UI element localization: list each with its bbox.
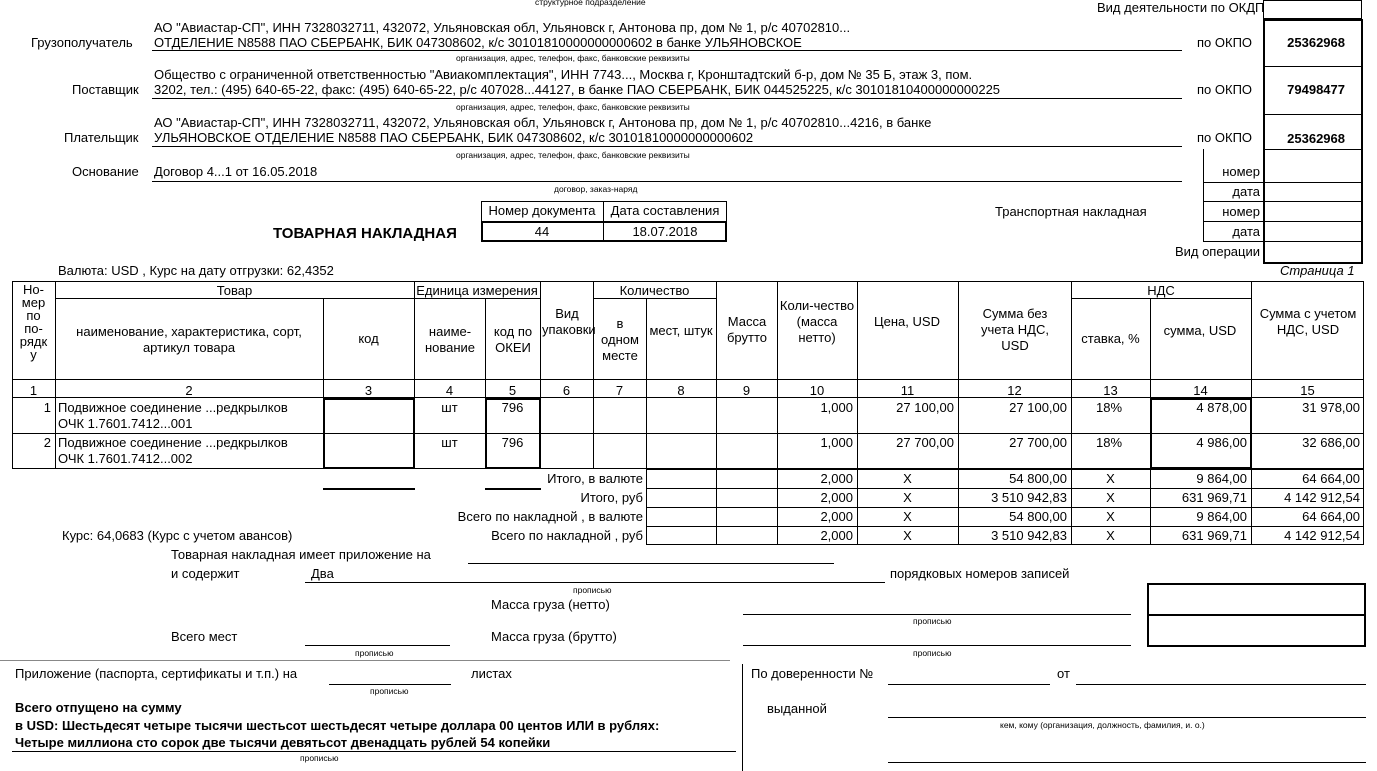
row-total: 32 686,00	[1302, 435, 1360, 450]
h-vat-rate: ставка, %	[1081, 331, 1140, 346]
h-code: код	[358, 331, 379, 346]
col-num-13: 13	[1103, 383, 1118, 398]
appendix-label: Приложение (паспорта, сертификаты и т.п.) на	[15, 666, 298, 681]
col-num-5: 5	[508, 383, 517, 398]
col-num-8: 8	[677, 383, 685, 398]
totals-total: 4 142 912,54	[1284, 528, 1360, 543]
released-line2: Четыре миллиона сто сорок две тысячи девятьсот двенадцать рублей 54 копейки	[15, 735, 551, 750]
payer-line1: АО "Авиастар-СП", ИНН 7328032711, 432072, Ульяновская обл, Ульяновск г, Антонова пр, дом № 1, р/с 40702810...4216, в банке	[154, 115, 932, 130]
doc-title: ТОВАРНАЯ НАКЛАДНАЯ	[273, 225, 457, 242]
totals-qty: 2,000	[820, 528, 853, 543]
totals-vat: 631 969,71	[1181, 528, 1247, 543]
col-num-6: 6	[562, 383, 571, 398]
operation-label: Вид операции	[1174, 244, 1260, 259]
supplier-label: Поставщик	[72, 82, 139, 97]
col-num-11: 11	[900, 383, 915, 398]
h-vat: НДС	[1147, 283, 1175, 298]
row-total: 31 978,00	[1302, 400, 1360, 415]
h-vat-sum: сумма, USD	[1163, 323, 1237, 338]
transport-data-label: дата	[1232, 224, 1260, 239]
records-label: порядковых номеров записей	[890, 566, 1070, 581]
totals-rate: X	[1106, 509, 1115, 524]
totals-price: X	[903, 528, 912, 543]
totals-vat: 9 864,00	[1196, 471, 1247, 486]
row-name: Подвижное соединение ...редкрылков	[58, 435, 288, 450]
doc-date: 18.07.2018	[632, 224, 698, 239]
okdp-label: Вид деятельности по ОКДП	[1097, 0, 1265, 15]
h-pack: Вид упаковки	[542, 306, 596, 337]
attach-line: Товарная накладная имеет приложение на	[171, 547, 431, 562]
row-rate: 18%	[1096, 400, 1123, 415]
appendix-caption: прописью	[370, 686, 409, 696]
row-unit: шт	[441, 400, 458, 415]
h-qty-one: в одном месте	[601, 316, 639, 363]
totals-qty: 2,000	[820, 509, 853, 524]
h-tovar: Товар	[216, 283, 253, 298]
totals-qty: 2,000	[820, 471, 853, 486]
payer-label: Плательщик	[64, 130, 139, 145]
totals-price: X	[903, 471, 912, 486]
supplier-line1: Общество с ограниченной ответственностью "Авиакомплектация", ИНН 7743..., Москва г, Кронштадтский б-р, дом № 35 Б, этаж 3, пом.	[154, 67, 973, 82]
col-num-7: 7	[615, 383, 624, 398]
totals-total: 64 664,00	[1302, 509, 1360, 524]
payer-caption: организация, адрес, телефон, факс, банковские реквизиты	[456, 150, 690, 160]
h-num: Но- мер по по- рядк у	[19, 282, 48, 362]
totals-rate: X	[1106, 528, 1115, 543]
col-num-15: 15	[1300, 383, 1315, 398]
row-price: 27 100,00	[896, 400, 954, 415]
h-qty-places: мест, штук	[649, 323, 713, 338]
totals-label: Всего по накладной , в валюте	[457, 509, 643, 524]
row-qty: 1,000	[820, 400, 853, 415]
gross-mass-caption: прописью	[913, 648, 952, 658]
totals-label: Итого, в валюте	[547, 471, 643, 486]
col-num-3: 3	[364, 383, 373, 398]
col-num-1: 1	[29, 383, 38, 398]
h-price: Цена, USD	[874, 314, 940, 329]
col-num-4: 4	[445, 383, 454, 398]
totals-rate: X	[1106, 471, 1115, 486]
doc-number: 44	[534, 224, 550, 239]
doc-number-header: Номер документа	[488, 203, 596, 218]
released-caption: прописью	[300, 753, 339, 763]
doc-date-header: Дата составления	[610, 203, 720, 218]
totals-total: 64 664,00	[1302, 471, 1360, 486]
row-okei: 796	[501, 400, 524, 415]
row-price: 27 700,00	[896, 435, 954, 450]
supplier-okpo: 79498477	[1287, 82, 1345, 97]
totals-vat: 631 969,71	[1181, 490, 1247, 505]
released-line1: в USD: Шестьдесят четыре тысячи шестьсот шестьдесят четыре доллара 00 центов ИЛИ в рублях:	[15, 718, 660, 733]
basis-caption: договор, заказ-наряд	[554, 184, 638, 194]
h-unit: Единица измерения	[416, 283, 538, 298]
totals-sum: 3 510 942,83	[991, 490, 1067, 505]
col-num-10: 10	[809, 383, 825, 398]
h-sum-novat: Сумма без учета НДС, USD	[981, 306, 1049, 353]
contains-value: Два	[311, 566, 334, 581]
contains-label: и содержит	[171, 566, 240, 581]
h-mass: Масса брутто	[726, 314, 768, 345]
col-num-9: 9	[742, 383, 751, 398]
row-num: 2	[43, 435, 51, 450]
totals-price: X	[903, 490, 912, 505]
supplier-caption: организация, адрес, телефон, факс, банковские реквизиты	[456, 102, 690, 112]
totals-label: Итого, руб	[580, 490, 643, 505]
poa-label: По доверенности №	[751, 666, 874, 681]
sheets-label: листах	[471, 666, 512, 681]
row-sum: 27 100,00	[1009, 400, 1067, 415]
struct-subdivision-caption: структурное подразделение	[535, 0, 646, 7]
h-sum-vat: Сумма с учетом НДС, USD	[1259, 306, 1357, 337]
basis-label: Основание	[72, 164, 139, 179]
row-rate: 18%	[1096, 435, 1123, 450]
totals-vat: 9 864,00	[1196, 509, 1247, 524]
totals-sum: 3 510 942,83	[991, 528, 1067, 543]
transport-nomer-label: номер	[1222, 204, 1260, 219]
totals-sum: 54 800,00	[1009, 471, 1067, 486]
payer-okpo: 25362968	[1287, 131, 1345, 146]
rate-line: Курс: 64,0683 (Курс с учетом авансов)	[62, 528, 293, 543]
row-vat: 4 878,00	[1196, 400, 1247, 415]
currency-line: Валюта: USD , Курс на дату отгрузки: 62,4352	[58, 263, 334, 278]
col-num-2: 2	[185, 383, 193, 398]
payer-okpo-label: по ОКПО	[1197, 130, 1253, 145]
totals-sum: 54 800,00	[1009, 509, 1067, 524]
consignee-okpo-label: по ОКПО	[1197, 35, 1253, 50]
basis-nomer-label: номер	[1222, 164, 1260, 179]
totals-rate: X	[1106, 490, 1115, 505]
row-vat: 4 986,00	[1196, 435, 1247, 450]
consignee-caption: организация, адрес, телефон, факс, банковские реквизиты	[456, 53, 690, 63]
h-name: наименование, характеристика, сорт, артикул товара	[76, 324, 302, 355]
h-okei: код по ОКЕИ	[493, 324, 533, 355]
totals-price: X	[903, 509, 912, 524]
consignee-line1: АО "Авиастар-СП", ИНН 7328032711, 432072, Ульяновская обл, Ульяновск г, Антонова пр, дом № 1, р/с 40702810...	[154, 20, 851, 35]
row-name: ОЧК 1.7601.7412...002	[58, 451, 193, 466]
basis-data-label: дата	[1232, 184, 1260, 199]
payer-line2: УЛЬЯНОВСКОЕ ОТДЕЛЕНИЕ N8588 ПАО СБЕРБАНК, БИК 047308602, к/с 30101810000000000602	[154, 130, 754, 145]
places-label: Всего мест	[171, 629, 238, 644]
totals-total: 4 142 912,54	[1284, 490, 1360, 505]
h-net: Коли-чество (масса нетто)	[779, 298, 855, 345]
totals-label: Всего по накладной , руб	[491, 528, 643, 543]
transport-label: Транспортная накладная	[995, 204, 1147, 219]
released-title: Всего отпущено на сумму	[15, 700, 182, 715]
consignee-label: Грузополучатель	[31, 35, 133, 50]
consignee-line2: ОТДЕЛЕНИЕ N8588 ПАО СБЕРБАНК, БИК 047308602, к/с 30101810000000000602 в банке УЛЬЯНОВСКОЕ	[154, 35, 802, 50]
issued-caption: кем, кому (организация, должность, фамилия, и. о.)	[1000, 720, 1205, 730]
contains-caption: прописью	[573, 585, 612, 595]
row-name: ОЧК 1.7601.7412...001	[58, 416, 193, 431]
net-mass-caption: прописью	[913, 616, 952, 626]
supplier-line2: 3202, тел.: (495) 640-65-22, факс: (495) 640-65-22, р/с 407028...44127, в банке ПАО СБЕРБАНК, БИК 044525225, к/с 30101810400000000225	[154, 82, 1001, 97]
col-num-14: 14	[1193, 383, 1208, 398]
h-unit-name: наиме-нование	[424, 324, 476, 355]
poa-from-label: от	[1057, 666, 1070, 681]
issued-label: выданной	[767, 701, 827, 716]
supplier-okpo-label: по ОКПО	[1197, 82, 1253, 97]
gross-mass-label: Масса груза (брутто)	[491, 629, 617, 644]
consignee-okpo: 25362968	[1287, 35, 1345, 50]
row-sum: 27 700,00	[1009, 435, 1067, 450]
net-mass-label: Масса груза (нетто)	[491, 597, 610, 612]
page-label: Страница 1	[1280, 263, 1355, 278]
row-num: 1	[43, 400, 51, 415]
row-name: Подвижное соединение ...редкрылков	[58, 400, 288, 415]
places-caption: прописью	[355, 648, 394, 658]
h-qty: Количество	[619, 283, 690, 298]
okdp-value-box	[1263, 0, 1362, 19]
totals-qty: 2,000	[820, 490, 853, 505]
col-num-12: 12	[1007, 383, 1022, 398]
basis-value: Договор 4...1 от 16.05.2018	[154, 164, 318, 179]
row-okei: 796	[501, 435, 524, 450]
row-unit: шт	[441, 435, 458, 450]
row-qty: 1,000	[820, 435, 853, 450]
